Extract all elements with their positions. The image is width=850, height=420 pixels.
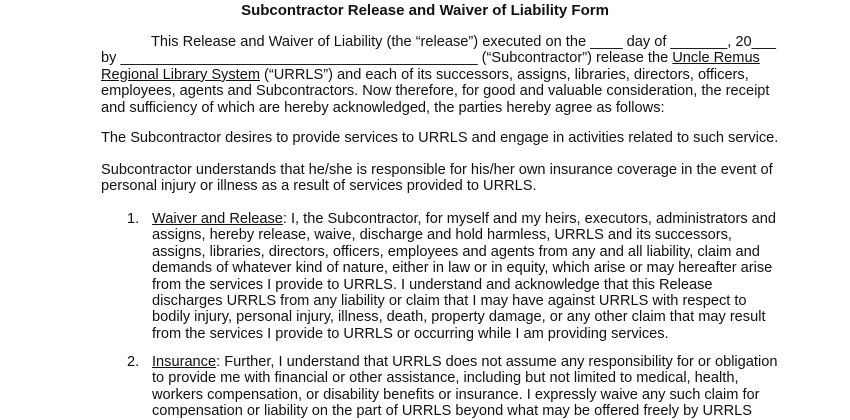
intro-line-3-text: (“URRLS”) and each of its successors, assigns, libraries, directors, officers,	[259, 66, 749, 83]
document-title: Subcontractor Release and Waiver of Liability Form	[241, 2, 609, 19]
insurance-responsibility-paragraph	[101, 162, 773, 195]
services-line: The Subcontractor desires to provide services to URRLS and engage in activities related to such service.	[101, 130, 779, 146]
item1-line-7: bodily injury, personal injury, illness, death, property damage, or any other claim that may result	[152, 309, 766, 326]
item1-line-8: from the services I provide to URRLS or occurring while I am providing services.	[152, 325, 669, 342]
item1-line-5: from the services I provide to URRLS. I understand and acknowledge that this Release	[152, 276, 713, 293]
item-number: 1.	[127, 211, 140, 227]
item2-line-2: to provide me with financial or other assistance, including but not limited to medical, health,	[152, 370, 739, 387]
intro-line-3	[101, 67, 761, 83]
services-paragraph	[101, 130, 779, 146]
intro-line-2	[101, 50, 761, 66]
insurance-resp-line-1: Subcontractor understands that he/she is responsible for his/her own insurance coverage in the event of	[101, 162, 773, 178]
item-body	[152, 354, 777, 420]
item2-line-4: compensation or liability on the part of URRLS beyond what may be offered freely by URRLS	[152, 403, 753, 420]
insurance-heading: Insurance	[152, 354, 217, 370]
intro-line-1: This Release and Waiver of Liability (the “release”) executed on the ____ day of _______, 20___	[151, 34, 776, 50]
item1-line-1	[152, 211, 776, 227]
item-body	[152, 211, 776, 342]
item1-line-4: demands of whatever kind of nature, either in law or in equity, which arise or may hereafter arise	[152, 260, 773, 277]
intro-line-4: employees, agents and Subcontractors. Now therefore, for good and valuable consideration, the receipt	[101, 83, 770, 100]
item1-line-2: assigns, hereby release, waive, discharge and hold harmless, URRLS and its successors,	[152, 227, 732, 244]
waiver-release-heading: Waiver and Release	[152, 211, 283, 227]
insurance-resp-line-2: personal injury or illness as a result of services provided to URRLS.	[101, 178, 537, 195]
intro-paragraph	[101, 34, 776, 116]
intro-line-5: and sufficiency of which are hereby acknowledged, the parties hereby agree as follows:	[101, 99, 665, 116]
item-number: 2.	[127, 354, 140, 370]
item2-line-3: workers compensation, or disability benefits or insurance. I expressly waive any such claim for	[152, 386, 760, 403]
item2-line-1	[152, 354, 777, 370]
uncle-remus-link: Uncle Remus	[672, 50, 760, 67]
item1-line-1-text: : I, the Subcontractor, for myself and my heirs, executors, administrators and	[282, 211, 777, 227]
item1-line-3: assigns, libraries, directors, officers, employees and agents from any and all liability, claim and	[152, 243, 760, 260]
regional-library-system-link: Regional Library System	[101, 66, 260, 83]
item1-line-6: discharges URRLS from any liability or claim that I may have against URRLS with respect to	[152, 293, 747, 310]
item2-line-1-text: : Further, I understand that URRLS does not assume any responsibility for or obligation	[216, 354, 778, 370]
intro-line-2-text: by ____________________________________________ (“Subcontractor”) release the	[101, 50, 673, 67]
